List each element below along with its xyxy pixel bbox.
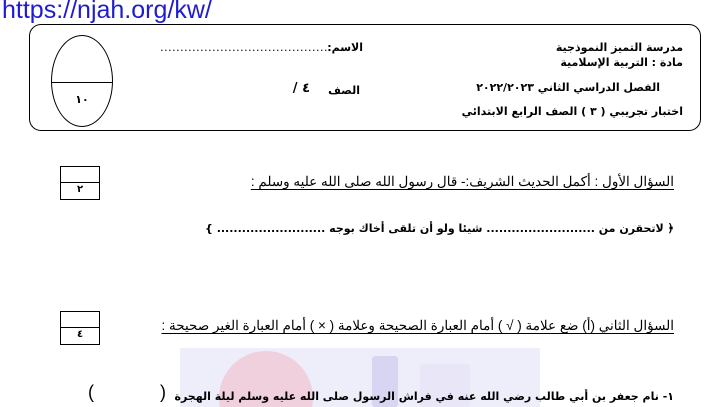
class-value: ٤ / — [292, 81, 310, 96]
answer-paren-open: ( — [88, 382, 94, 402]
q1-score-divider — [61, 182, 99, 183]
q2-mark: ٤ — [76, 329, 84, 340]
site-url[interactable]: https://njah.org/kw/ — [2, 0, 212, 24]
school-name: مدرسة التميز النموذجية — [555, 41, 683, 54]
class-label: الصف — [328, 84, 360, 97]
q2-score-divider — [61, 327, 99, 328]
q1-score-box — [60, 166, 100, 200]
answer-paren-close: ) — [160, 382, 166, 402]
total-mark-oval — [51, 35, 113, 127]
student-name-label: الاسم: — [327, 41, 363, 54]
question-2-text: السؤال الثاني (أ) ضع علامة ( √ ) أمام العبارة الصحيحة وعلامة ( × ) أمام العبارة الغير صحيحة : — [161, 318, 674, 333]
term-label: الفصل الدراسي الثاني ٢٠٢٢/٢٠٢٣ — [476, 81, 660, 94]
subject-name: مادة : التربية الإسلامية — [560, 56, 683, 69]
hadith-line: ﴿ لاتحقرن من .......................... شيئا ولو أن تلقى أخاك بوجه .......................... } — [205, 222, 674, 235]
q2-score-box — [60, 311, 100, 345]
exam-title: اختبار تجريبي ( ٣ ) الصف الرابع الابتدائي — [461, 105, 683, 118]
question-1-text: السؤال الأول : أكمل الحديث الشريف:- قال رسول الله صلى الله عليه وسلم : — [250, 174, 674, 189]
student-name-field: .......................................... — [160, 41, 328, 54]
statement-1: ١- نام جعفر بن أبي طالب رضي الله عنه في فراش الرسول صلى الله عليه وسلم ليلة الهجرة — [174, 390, 674, 403]
oval-divider — [52, 82, 112, 83]
total-mark: ١٠ — [75, 93, 89, 106]
exam-header — [29, 24, 701, 131]
q1-mark: ٢ — [76, 184, 84, 195]
